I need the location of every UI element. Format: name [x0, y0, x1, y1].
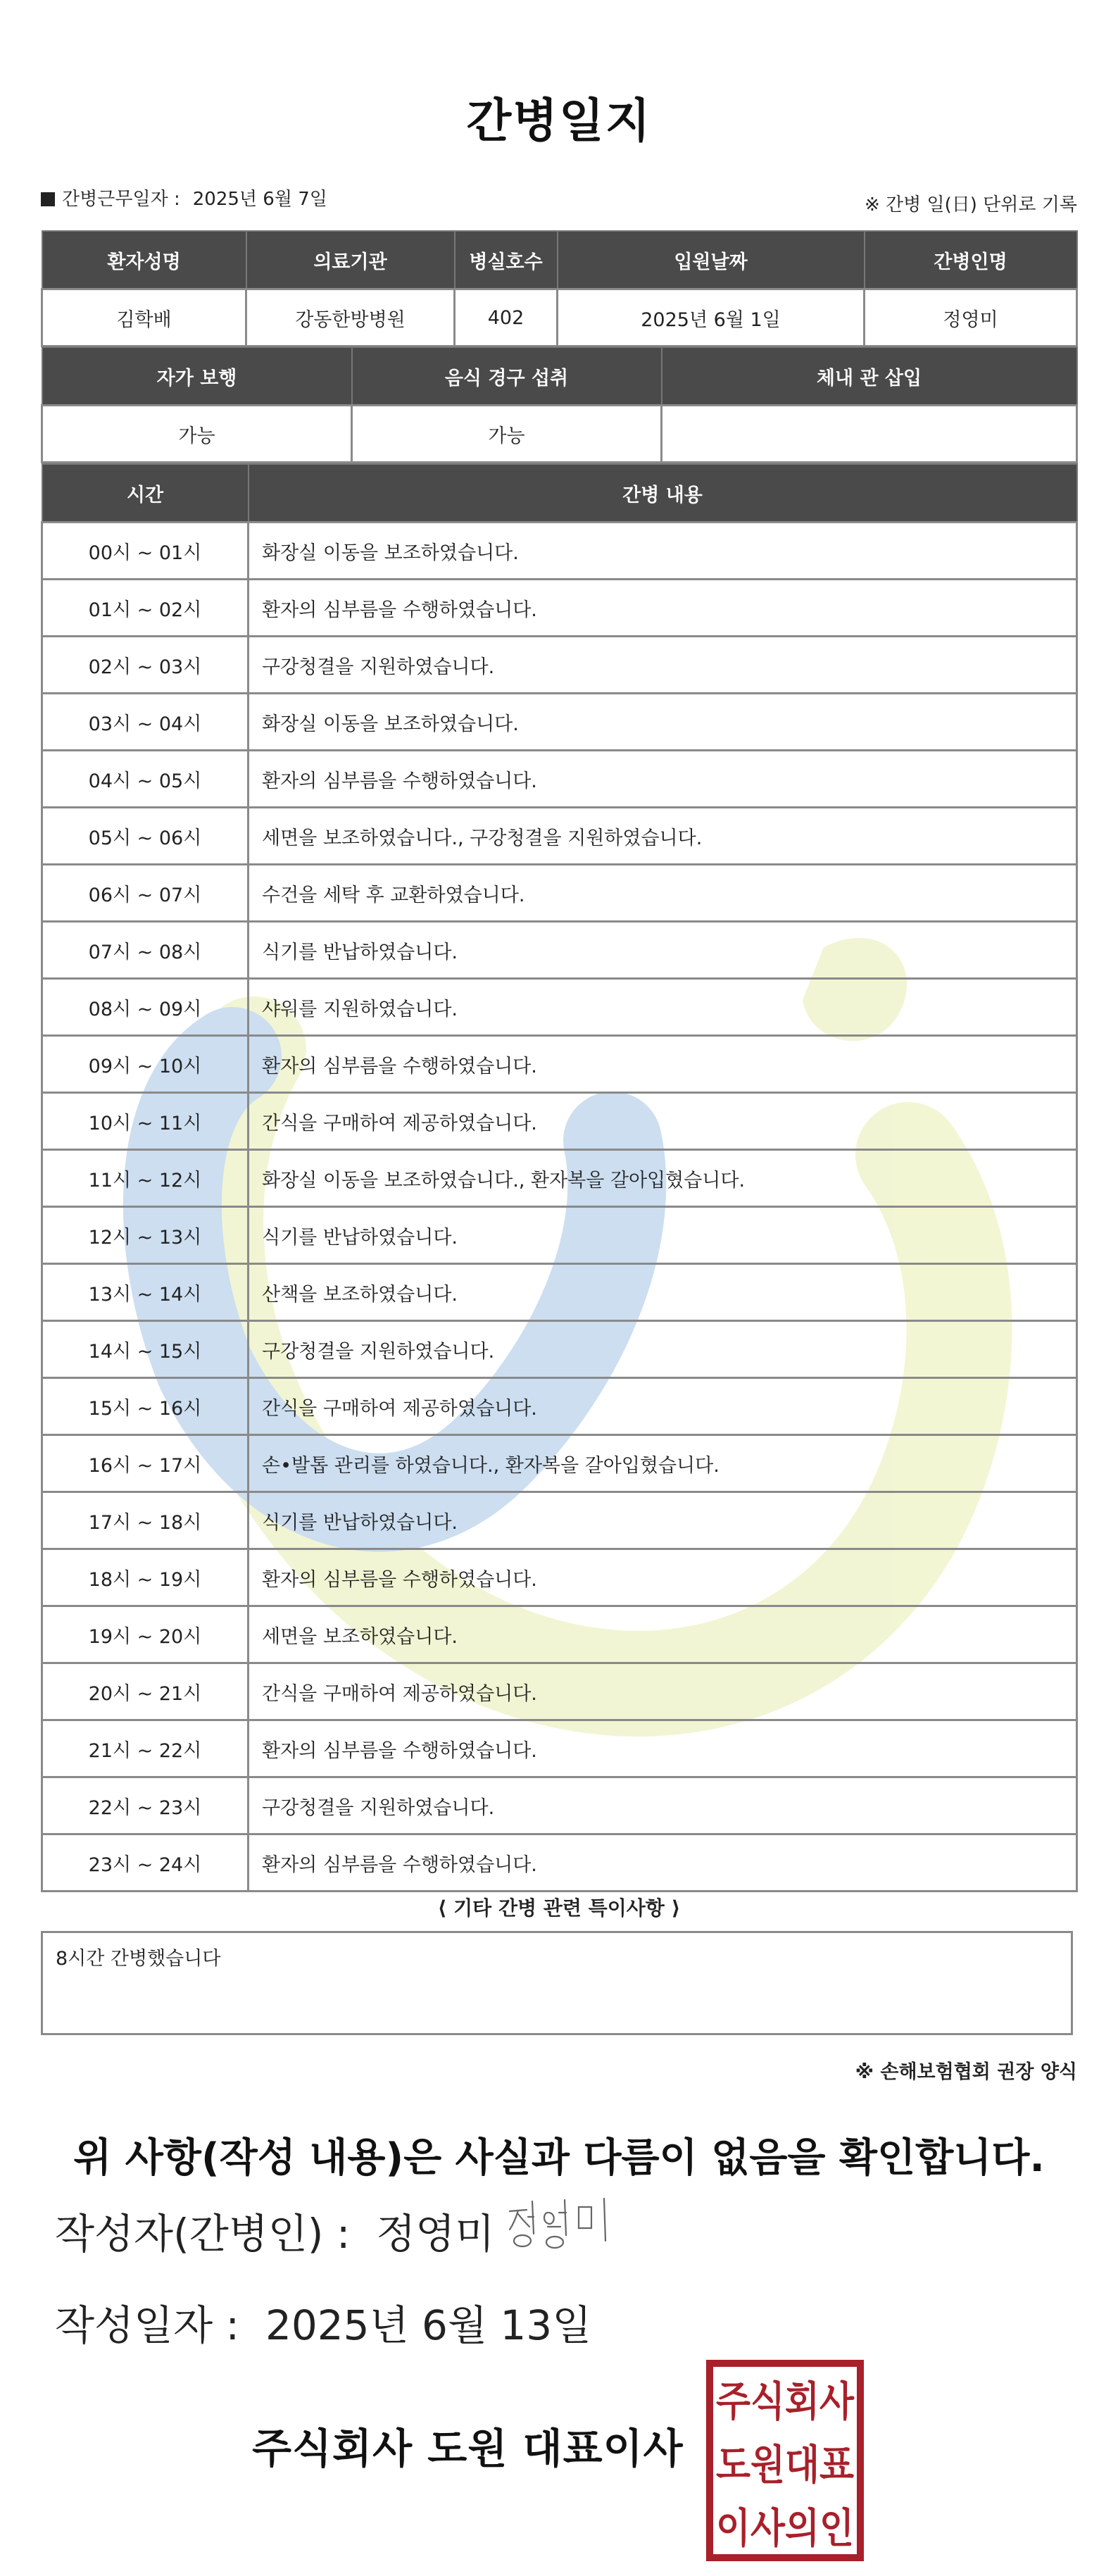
- log-time: 22시 ~ 23시: [42, 1777, 249, 1834]
- room-number: 402: [455, 289, 558, 346]
- log-time: 01시 ~ 02시: [42, 580, 249, 637]
- writer-name: 정영미: [376, 2210, 495, 2258]
- care-log-row: [42, 751, 1077, 808]
- log-content: 간식을 구매하여 제공하였습니다.: [249, 1663, 1077, 1720]
- handwritten-signature: [505, 2192, 618, 2255]
- log-time: 15시 ~ 16시: [42, 1378, 249, 1435]
- work-date-value: 2025년 6월 7일: [192, 189, 327, 210]
- square-bullet-icon: [41, 192, 55, 206]
- company-signature: 주식회사 도원 대표이사: [252, 2425, 684, 2472]
- header-content: 간병 내용: [249, 464, 1077, 523]
- log-content: 식기를 반납하였습니다.: [249, 922, 1077, 979]
- log-time: 13시 ~ 14시: [42, 1264, 249, 1321]
- log-time: 03시 ~ 04시: [42, 694, 249, 751]
- capability-header: [42, 347, 1077, 406]
- care-log-row: [42, 1663, 1077, 1720]
- log-time: 16시 ~ 17시: [42, 1435, 249, 1492]
- care-log-row: [42, 1777, 1077, 1834]
- log-content: 간식을 구매하여 제공하였습니다.: [249, 1093, 1077, 1150]
- hospital-name: 강동한방병원: [246, 289, 455, 346]
- log-content: 산책을 보조하였습니다.: [249, 1264, 1077, 1321]
- log-time: 09시 ~ 10시: [42, 1036, 249, 1093]
- svg-text:도원대표: 도원대표: [716, 2441, 854, 2489]
- log-time: 07시 ~ 08시: [42, 922, 249, 979]
- notes-box: 8시간 간병했습니다: [41, 1931, 1073, 2035]
- log-content: 환자의 심부름을 수행하였습니다.: [249, 1720, 1077, 1777]
- log-time: 18시 ~ 19시: [42, 1549, 249, 1606]
- written-date-value: 2025년 6월 13일: [265, 2301, 592, 2349]
- log-time: 00시 ~ 01시: [42, 523, 249, 580]
- page-title: 간병일지: [466, 94, 652, 148]
- log-content: 세면을 보조하였습니다., 구강청결을 지원하였습니다.: [249, 808, 1077, 865]
- log-time: 10시 ~ 11시: [42, 1093, 249, 1150]
- care-log-row: [42, 1150, 1077, 1207]
- care-log-row: [42, 523, 1077, 580]
- work-date-label: 간병근무일자 :: [62, 189, 180, 210]
- patient-info-header: [42, 231, 1077, 289]
- care-log-row: [42, 1321, 1077, 1378]
- care-log-row: [42, 580, 1077, 637]
- log-content: 환자의 심부름을 수행하였습니다.: [249, 1549, 1077, 1606]
- confirmation-statement: 위 사항(작성 내용)은 사실과 다름이 없음을 확인합니다.: [73, 2135, 1045, 2181]
- log-time: 08시 ~ 09시: [42, 979, 249, 1036]
- care-log-row: [42, 1720, 1077, 1777]
- log-content: 환자의 심부름을 수행하였습니다.: [249, 580, 1077, 637]
- log-time: 05시 ~ 06시: [42, 808, 249, 865]
- log-content: 샤워를 지원하였습니다.: [249, 979, 1077, 1036]
- log-content: 손•발톱 관리를 하였습니다., 환자복을 갈아입혔습니다.: [249, 1435, 1077, 1492]
- log-content: 환자의 심부름을 수행하였습니다.: [249, 751, 1077, 808]
- header-tube: 체내 관 삽입: [662, 347, 1077, 406]
- care-log-table: [41, 463, 1078, 1892]
- care-log-row: [42, 1093, 1077, 1150]
- log-content: 식기를 반납하였습니다.: [249, 1492, 1077, 1549]
- writer-label: 작성자(간병인) :: [55, 2210, 351, 2258]
- record-note: ※ 간병 일(日) 단위로 기록: [864, 194, 1077, 215]
- header-oral-intake: 음식 경구 섭취: [352, 347, 662, 406]
- care-log-row: [42, 637, 1077, 694]
- patient-info-row: [42, 289, 1077, 346]
- writer-line: [55, 2201, 494, 2260]
- admission-date: 2025년 6월 1일: [558, 289, 865, 346]
- care-log-row: [42, 865, 1077, 922]
- walking-value: 가능: [42, 406, 352, 463]
- log-time: 21시 ~ 22시: [42, 1720, 249, 1777]
- patient-info-table: [41, 230, 1078, 347]
- written-date-label: 작성일자 :: [55, 2301, 240, 2349]
- work-date: [41, 185, 327, 211]
- header-room: 병실호수: [455, 231, 558, 289]
- header-time: 시간: [42, 464, 249, 523]
- log-content: 화장실 이동을 보조하였습니다., 환자복을 갈아입혔습니다.: [249, 1150, 1077, 1207]
- log-time: 11시 ~ 12시: [42, 1150, 249, 1207]
- care-log-row: [42, 808, 1077, 865]
- log-content: 구강청결을 지원하였습니다.: [249, 637, 1077, 694]
- log-content: 세면을 보조하였습니다.: [249, 1606, 1077, 1663]
- written-date-line: [55, 2292, 591, 2351]
- header-admission-date: 입원날짜: [558, 231, 865, 289]
- log-time: 23시 ~ 24시: [42, 1834, 249, 1892]
- log-content: 식기를 반납하였습니다.: [249, 1207, 1077, 1264]
- care-log-row: [42, 1264, 1077, 1321]
- care-log-row: [42, 1606, 1077, 1663]
- log-content: 수건을 세탁 후 교환하였습니다.: [249, 865, 1077, 922]
- capability-row: [42, 406, 1077, 463]
- log-content: 화장실 이동을 보조하였습니다.: [249, 523, 1077, 580]
- log-time: 20시 ~ 21시: [42, 1663, 249, 1720]
- svg-text:주식회사: 주식회사: [716, 2377, 855, 2425]
- log-time: 02시 ~ 03시: [42, 637, 249, 694]
- patient-name: 김학배: [42, 289, 246, 346]
- log-time: 12시 ~ 13시: [42, 1207, 249, 1264]
- care-log-row: [42, 1435, 1077, 1492]
- care-log-row: [42, 694, 1077, 751]
- log-time: 04시 ~ 05시: [42, 751, 249, 808]
- care-log-row: [42, 922, 1077, 979]
- care-log-row: [42, 1207, 1077, 1264]
- care-log-row: [42, 1378, 1077, 1435]
- header-patient-name: 환자성명: [42, 231, 246, 289]
- log-content: 간식을 구매하여 제공하였습니다.: [249, 1378, 1077, 1435]
- capability-table: [41, 346, 1078, 463]
- svg-text:이사의인: 이사의인: [716, 2504, 854, 2552]
- log-content: 환자의 심부름을 수행하였습니다.: [249, 1834, 1077, 1892]
- caregiver-name: 정영미: [865, 289, 1077, 346]
- log-time: 14시 ~ 15시: [42, 1321, 249, 1378]
- oral-intake-value: 가능: [352, 406, 662, 463]
- care-log-row: [42, 1834, 1077, 1892]
- log-content: 구강청결을 지원하였습니다.: [249, 1321, 1077, 1378]
- header-caregiver: 간병인명: [865, 231, 1077, 289]
- log-content: 화장실 이동을 보조하였습니다.: [249, 694, 1077, 751]
- care-log-row: [42, 1549, 1077, 1606]
- care-log-row: [42, 1492, 1077, 1549]
- notes-title: ⟨ 기타 간병 관련 특이사항 ⟩: [437, 1896, 681, 1920]
- header-walking: 자가 보행: [42, 347, 352, 406]
- header-hospital: 의료기관: [246, 231, 455, 289]
- log-content: 환자의 심부름을 수행하였습니다.: [249, 1036, 1077, 1093]
- log-time: 06시 ~ 07시: [42, 865, 249, 922]
- log-time: 17시 ~ 18시: [42, 1492, 249, 1549]
- association-note: ※ 손해보험협회 권장 양식: [855, 2061, 1077, 2083]
- log-content: 구강청결을 지원하였습니다.: [249, 1777, 1077, 1834]
- care-log-row: [42, 1036, 1077, 1093]
- care-log-header: [42, 464, 1077, 523]
- company-seal-stamp: [705, 2359, 865, 2562]
- care-log-row: [42, 979, 1077, 1036]
- tube-value: [662, 406, 1077, 463]
- log-time: 19시 ~ 20시: [42, 1606, 249, 1663]
